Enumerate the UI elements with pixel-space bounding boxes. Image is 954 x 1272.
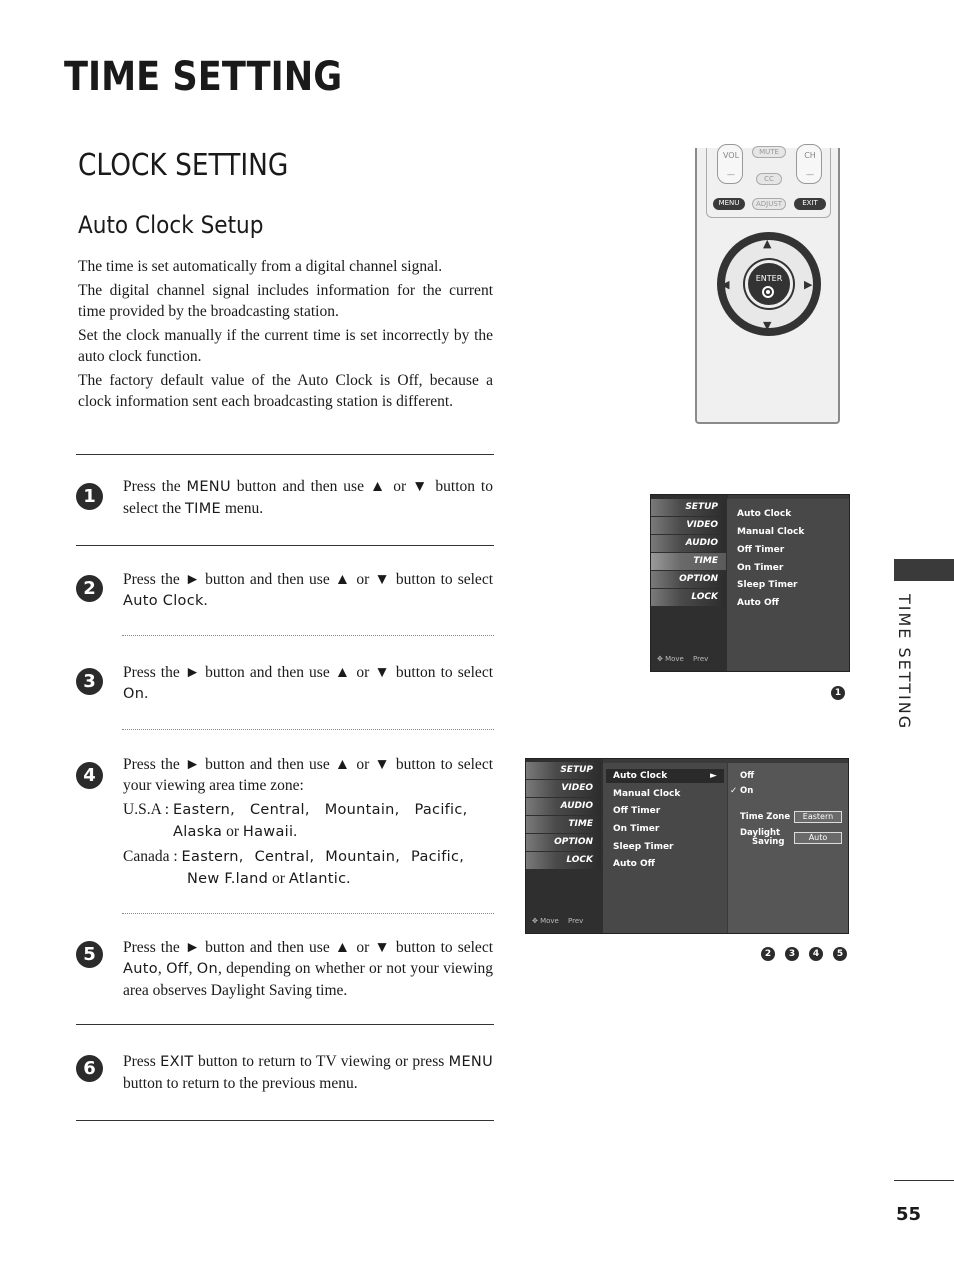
screen-reference-badges	[824, 680, 845, 700]
time-zone-label: Time Zone	[740, 812, 791, 822]
divider	[76, 1024, 494, 1025]
step-number-badge: 6	[76, 1055, 103, 1082]
intro-text	[78, 256, 493, 415]
osd-item: Auto Off	[613, 859, 655, 869]
enter-button	[745, 260, 793, 308]
right-arrow-icon: ▶	[804, 278, 813, 291]
osd-tab-lock: LOCK	[526, 852, 601, 869]
osd-prev-hint: Prev	[568, 917, 584, 925]
step-number-badge: 2	[76, 575, 103, 602]
osd-prev-hint: Prev	[693, 655, 709, 663]
osd-tab-setup: SETUP	[526, 762, 601, 779]
osd-item: On Timer	[613, 824, 660, 834]
osd-item: Off Timer	[737, 545, 785, 555]
osd-item: Auto Off	[737, 598, 779, 608]
step-number-badge: 5	[76, 941, 103, 968]
daylight-label: Daylight	[740, 828, 781, 838]
step-text: Press the ► button and then use ▲ or ▼ button to select Auto Clock.	[123, 571, 493, 609]
osd-item: Sleep Timer	[613, 842, 674, 852]
check-icon: ✓	[730, 786, 738, 796]
step-text: Press the ► button and then use ▲ or ▼ button to select Auto, Off, On, depending on whether or not your viewing area observes Daylight Saving time.	[123, 939, 494, 999]
step-number-badge: 1	[76, 483, 103, 510]
ch-label: CH	[804, 151, 816, 160]
enter-label: ENTER	[755, 274, 783, 283]
left-arrow-icon: ◀	[721, 278, 730, 291]
adjust-button: ADJUST	[752, 198, 786, 210]
osd-move-hint: ✥ Move	[532, 917, 559, 925]
osd-item: Off Timer	[613, 806, 661, 816]
chapter-tab	[894, 559, 954, 581]
intro-paragraph: The time is set automatically from a digital channel signal.	[78, 258, 443, 275]
up-arrow-icon: ▲	[763, 237, 772, 250]
osd-item: Manual Clock	[613, 789, 681, 799]
osd-auto-clock-menu	[525, 758, 849, 934]
chapter-side-label: TIME SETTING	[895, 594, 914, 731]
osd-item: Manual Clock	[737, 527, 805, 537]
divider	[76, 1120, 494, 1121]
subsection-title: Auto Clock Setup	[78, 211, 264, 239]
step-text: Press the ► button and then use ▲ or ▼ button to select On.	[123, 664, 493, 702]
time-zone-value: Eastern	[794, 811, 842, 823]
osd-tab-time: TIME	[526, 816, 601, 833]
exit-button: EXIT	[794, 198, 826, 210]
osd-tab-time: TIME	[651, 553, 726, 570]
mute-button: MUTE	[752, 146, 786, 158]
intro-paragraph: The factory default value of the Auto Clock is Off, because a clock information sent each broadcasting station is different.	[78, 372, 493, 410]
dotted-divider	[122, 729, 494, 730]
osd-move-hint: ✥ Move	[657, 655, 684, 663]
intro-paragraph: The digital channel signal includes information for the current time provided by the broadcasting station.	[78, 282, 493, 320]
option-on: On	[740, 786, 754, 796]
saving-label: Saving	[752, 837, 785, 847]
osd-tab-video: VIDEO	[651, 517, 726, 534]
option-off: Off	[740, 771, 755, 781]
osd-item-selected: Auto Clock	[613, 771, 668, 781]
step-number-badge: 3	[76, 668, 103, 695]
reference-badge: 3	[785, 947, 799, 961]
dotted-divider	[122, 635, 494, 636]
minus-icon: —	[727, 170, 735, 179]
osd-tab-option: OPTION	[526, 834, 601, 851]
step-text: Press the MENU button and then use ▲ or ▼ button to select the TIME menu.	[123, 478, 493, 517]
step-number-badge: 4	[76, 762, 103, 789]
right-arrow-icon: ►	[710, 771, 717, 781]
vol-label: VOL	[722, 151, 740, 160]
osd-sidebar	[651, 495, 728, 671]
step-text: Press the ► button and then use ▲ or ▼ button to select your viewing area time zone: U.S.A : Eastern, Central, Mountain, Pacific, Alaska or Hawaii. Canada : Eastern, Central, Mountain, Pacific, New F.land or Atlantic.	[123, 756, 493, 887]
osd-items	[727, 499, 849, 671]
reference-badge: 5	[833, 947, 847, 961]
step-text: Press EXIT button to return to TV viewing or press MENU button to return to the previous menu.	[123, 1053, 493, 1092]
divider	[76, 545, 494, 546]
intro-paragraph: Set the clock manually if the current time is set incorrectly by the auto clock function.	[78, 327, 493, 365]
page-number: 55	[896, 1204, 922, 1225]
screen-reference-badges	[754, 941, 847, 961]
menu-button: MENU	[713, 198, 745, 210]
osd-tab-setup: SETUP	[651, 499, 726, 516]
down-arrow-icon: ▼	[763, 319, 772, 332]
section-title: CLOCK SETTING	[78, 148, 289, 183]
daylight-value: Auto	[794, 832, 842, 844]
divider	[76, 454, 494, 455]
osd-tab-audio: AUDIO	[526, 798, 601, 815]
reference-badge: 4	[809, 947, 823, 961]
osd-tab-audio: AUDIO	[651, 535, 726, 552]
minus-icon: —	[806, 170, 814, 179]
reference-badge: 2	[761, 947, 775, 961]
osd-tab-option: OPTION	[651, 571, 726, 588]
osd-items	[603, 763, 727, 933]
osd-item: On Timer	[737, 563, 784, 573]
cc-button: CC	[756, 173, 782, 185]
osd-item: Auto Clock	[737, 509, 792, 519]
osd-submenu	[728, 763, 848, 933]
page-number-rule	[894, 1180, 954, 1181]
enter-dot-icon	[762, 286, 774, 298]
page-title: TIME SETTING	[64, 54, 343, 100]
remote-control-illustration	[695, 148, 840, 424]
osd-item: Sleep Timer	[737, 580, 798, 590]
osd-tab-video: VIDEO	[526, 780, 601, 797]
reference-badge: 1	[831, 686, 845, 700]
osd-time-menu	[650, 494, 850, 672]
dotted-divider	[122, 913, 494, 914]
osd-sidebar	[526, 759, 603, 933]
osd-tab-lock: LOCK	[651, 589, 726, 606]
